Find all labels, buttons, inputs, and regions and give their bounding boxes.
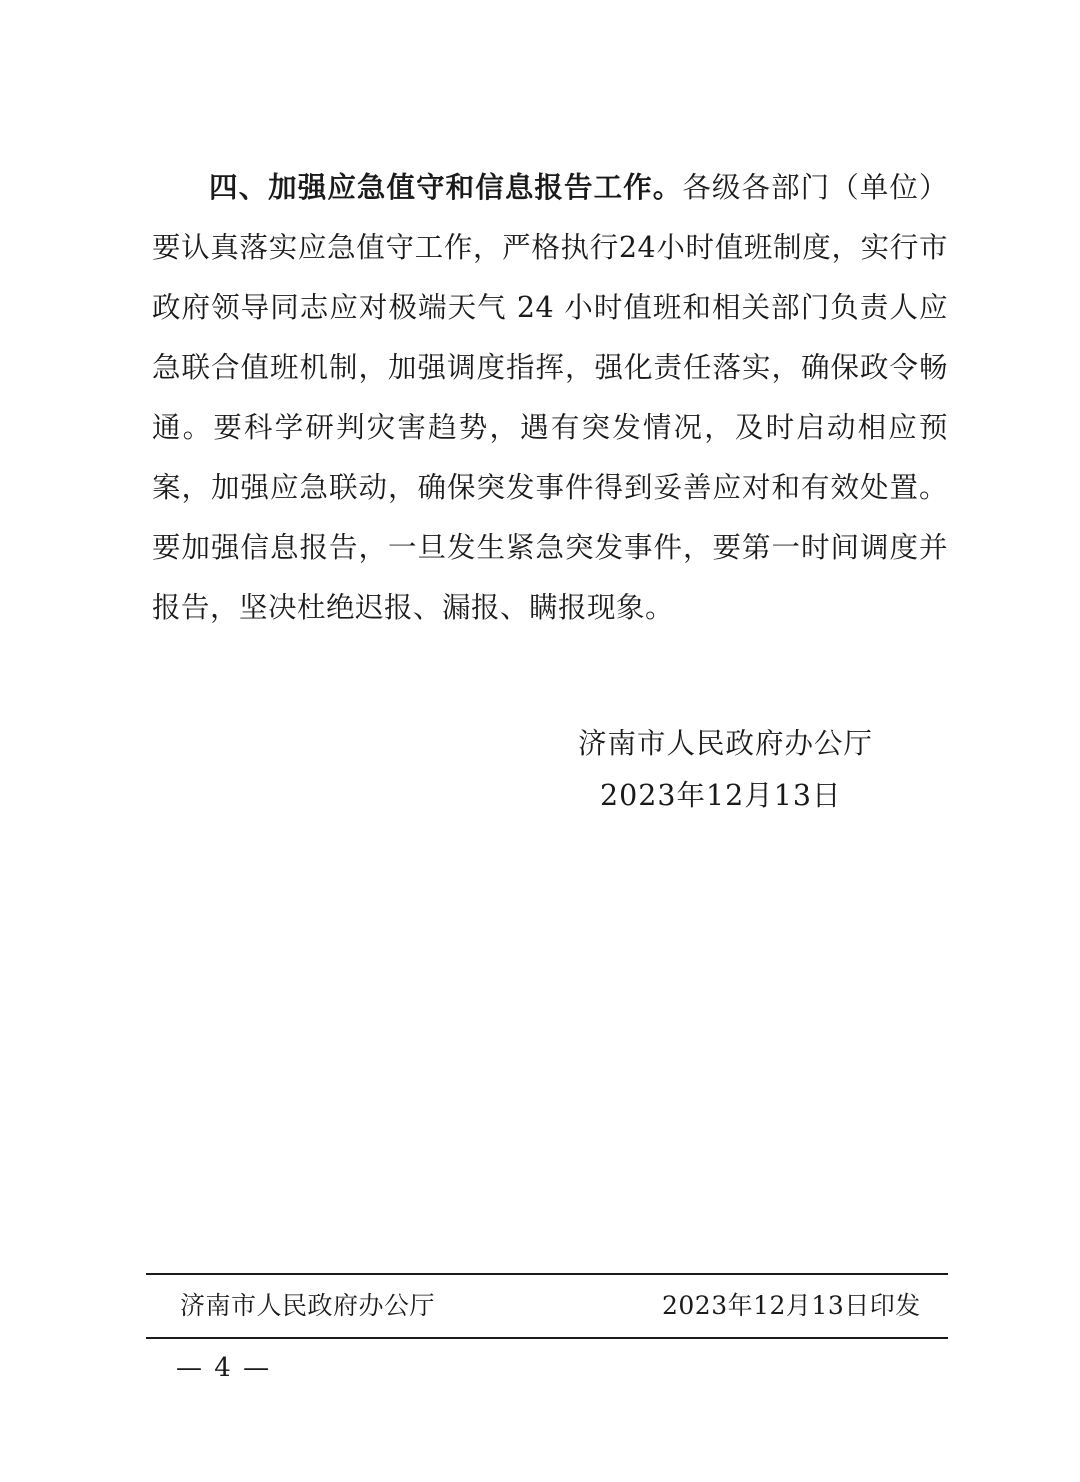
- body-paragraph: [152, 158, 948, 638]
- footer-bottom-rule: [146, 1337, 948, 1339]
- signature-organization: 济南市人民政府办公厅: [578, 727, 874, 760]
- footer-issuer: 济南市人民政府办公厅: [180, 1291, 436, 1320]
- page-number: — 4 —: [176, 1353, 272, 1383]
- footer-issue-date: 2023年12月13日印发: [662, 1291, 921, 1320]
- paragraph-text: 各级各部门（单位）要认真落实应急值守工作，严格执行24小时值班制度，实行市政府领导同志应对极端天气 24 小时值班和相关部门负责人应急联合值班机制，加强调度指挥，强化责任落实，确保政令畅通。要科学研判灾害趋势，遇有突发情况，及时启动相应预案，加强应急联动，确保突发事件得到妥善应对和有效处置。要加强信息报告，一旦发生紧急突发事件，要第一时间调度并报告，坚决杜绝迟报、漏报、瞒报现象。: [152, 171, 948, 624]
- signature-date: 2023年12月13日: [600, 779, 842, 812]
- signature-block: [578, 718, 908, 822]
- section-heading: 四、加强应急值守和信息报告工作。: [209, 171, 683, 204]
- footer-top-rule: [146, 1273, 948, 1275]
